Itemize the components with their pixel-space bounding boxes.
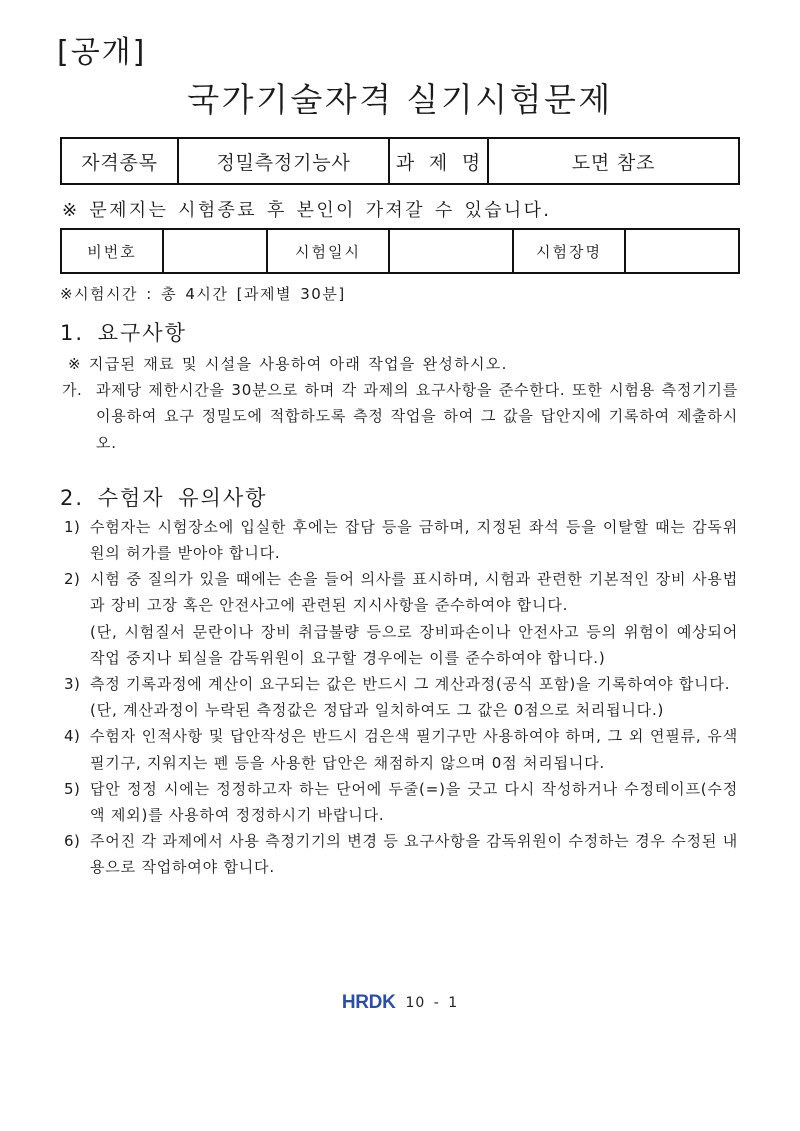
exam-time-note: ※시험시간 : 총 4시간 [과제별 30분] xyxy=(60,285,346,303)
exam-site-field xyxy=(625,229,739,273)
page-number: 10 - 1 xyxy=(405,995,459,1011)
requirement-item xyxy=(60,377,738,456)
document-body xyxy=(60,318,738,881)
precaution-item-4 xyxy=(60,723,738,775)
exam-site-label: 시험장명 xyxy=(513,229,625,273)
task-label: 과 제 명 xyxy=(389,138,488,184)
precaution-item-5 xyxy=(60,776,738,828)
precaution-note: (단, 계산과정이 누락된 측정값은 정답과 일치하여도 그 값은 0점으로 처리됩니다.) xyxy=(90,701,665,720)
qualification-label: 자격종목 xyxy=(61,138,178,184)
precautions-list xyxy=(60,514,738,881)
precaution-text xyxy=(90,671,738,723)
precaution-marker: 1) xyxy=(64,517,81,536)
precaution-text xyxy=(90,566,738,671)
precaution-marker: 3) xyxy=(64,675,81,694)
requirement-text xyxy=(96,377,738,456)
precaution-paragraph: 시험 중 질의가 있을 때에는 손을 들어 의사를 표시하며, 시험과 관련한 기본적인 장비 사용법과 장비 고장 혹은 안전사고에 관련된 지시사항을 준수하여야 합니다. xyxy=(90,570,738,615)
precaution-paragraph: 측정 기록과정에 계산이 요구되는 값은 반드시 그 계산과정(공식 포함)을 기록하여야 합니다. xyxy=(90,675,731,694)
qualification-value: 정밀측정기능사 xyxy=(178,138,389,184)
precaution-marker: 5) xyxy=(64,779,81,798)
exam-info-row xyxy=(61,229,739,273)
page-footer xyxy=(0,990,800,1016)
hrdk-logo: HRDK xyxy=(341,992,396,1013)
precaution-text xyxy=(90,514,738,566)
precaution-note: (단, 시험질서 문란이나 장비 취급불량 등으로 장비파손이나 안전사고 등의 위험이 예상되어 작업 중지나 퇴실을 감독위원이 요구할 경우에는 이를 준수하여야 합니다.) xyxy=(90,622,738,667)
precaution-text xyxy=(90,723,738,775)
document-title: 국가기술자격 실기시험문제 xyxy=(187,80,613,119)
exam-info-table xyxy=(60,228,740,274)
take-home-notice: ※ 문제지는 시험종료 후 본인이 가져갈 수 있습니다. xyxy=(62,200,552,221)
precaution-marker: 2) xyxy=(64,570,81,589)
exam-number-label: 비번호 xyxy=(61,229,163,273)
qualification-row xyxy=(61,138,739,184)
requirement-marker: 가. xyxy=(62,381,83,400)
exam-number-field xyxy=(163,229,267,273)
exam-date-label: 시험일시 xyxy=(267,229,389,273)
precaution-text xyxy=(90,776,738,828)
precautions-heading: 2. 수험자 유의사항 xyxy=(60,485,268,510)
precaution-item-2 xyxy=(60,566,738,671)
qualification-table xyxy=(60,137,740,185)
precaution-item-3 xyxy=(60,671,738,723)
precaution-item-1 xyxy=(60,514,738,566)
disclosure-tag: [공개] xyxy=(57,35,147,70)
requirements-heading: 1. 요구사항 xyxy=(60,321,187,345)
requirement-paragraph: 과제당 제한시간을 30분으로 하며 각 과제의 요구사항을 준수한다. 또한 시험용 측정기기를 이용하여 요구 정밀도에 적합하도록 측정 작업을 하여 그 값을 답안지에 기록하여 제출하시오. xyxy=(96,381,738,452)
precaution-text xyxy=(90,828,738,880)
exam-date-field xyxy=(389,229,513,273)
precaution-paragraph: 수험자는 시험장소에 입실한 후에는 잡담 등을 금하며, 지정된 좌석 등을 이탈할 때는 감독위원의 허가를 받아야 합니다. xyxy=(90,517,738,563)
precaution-item-6 xyxy=(60,828,738,880)
precaution-paragraph: 답안 정정 시에는 정정하고자 하는 단어에 두줄(=)을 긋고 다시 작성하거나 수정테이프(수정액 제외)를 사용하여 정정하시기 바랍니다. xyxy=(90,779,738,825)
task-value: 도면 참조 xyxy=(488,138,739,184)
precaution-marker: 6) xyxy=(64,832,81,851)
precaution-marker: 4) xyxy=(64,727,81,746)
requirements-intro: ※ 지급된 재료 및 시설을 사용하여 아래 작업을 완성하시오. xyxy=(68,355,508,373)
precaution-paragraph: 주어진 각 과제에서 사용 측정기기의 변경 등 요구사항을 감독위원이 수정하는 경우 수정된 내용으로 작업하여야 합니다. xyxy=(90,832,738,877)
precaution-paragraph: 수험자 인적사항 및 답안작성은 반드시 검은색 필기구만 사용하여야 하며, 그 외 연필류, 유색 필기구, 지워지는 펜 등을 사용한 답안은 채점하지 않으며 0점 처리됩니다. xyxy=(90,727,738,772)
